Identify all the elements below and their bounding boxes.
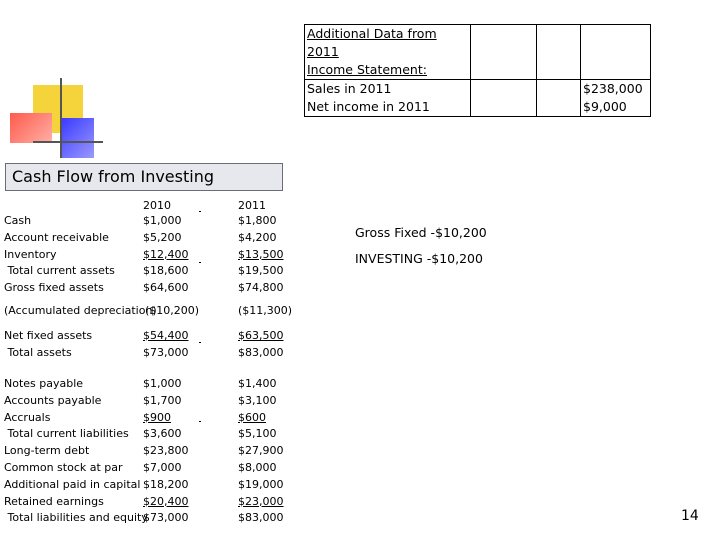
decor-vertical-line [60, 78, 62, 158]
value-2011: $5,100 [238, 427, 277, 441]
value-2010: $1,000 [143, 214, 182, 227]
additional-heading-cell [305, 25, 471, 80]
additional-data-table [304, 24, 651, 117]
page-number: 14 [681, 508, 699, 524]
value-2010: $3,600 [143, 427, 182, 441]
value-2010: $64,600 [143, 281, 189, 295]
row-label: Cash [4, 214, 32, 227]
row-label: Retained earnings [4, 494, 104, 508]
empty-cell [537, 25, 581, 80]
row-label: Gross fixed assets [4, 281, 104, 295]
empty-cell [471, 98, 537, 117]
value-2010: $73,000 [143, 345, 189, 359]
row-label: Accruals [4, 410, 51, 424]
decor-blue-square [62, 118, 94, 158]
value-2011: $83,000 [238, 345, 284, 359]
sales-value: $238,000 [581, 80, 651, 99]
row-label: Inventory [4, 247, 57, 261]
label-column-group3 [4, 376, 148, 527]
accum-dep-2010: ($10,200) [145, 304, 200, 317]
value-2011: $63,500 [238, 329, 284, 342]
row-label: Total current assets [4, 264, 115, 278]
empty-cell [471, 80, 537, 99]
value-2010: $18,200 [143, 477, 189, 491]
table-row [305, 98, 651, 117]
tick-mark [199, 262, 201, 263]
section-title: Cash Flow from Investing [5, 163, 283, 191]
values-2011-group2 [238, 328, 284, 362]
value-2010: $900 [143, 410, 171, 424]
additional-heading-line1: Additional Data from 2011 [307, 26, 437, 59]
value-2011: $23,000 [238, 494, 284, 508]
net-income-value: $9,000 [581, 98, 651, 117]
accum-dep-2011: ($11,300) [238, 304, 293, 317]
net-income-label: Net income in 2011 [305, 98, 471, 117]
empty-cell [471, 25, 537, 80]
value-2010: $5,200 [143, 230, 182, 244]
row-label: Account receivable [4, 230, 109, 244]
accum-dep-label: (Accumulated depreciation) [4, 304, 157, 317]
header-2011: 2011 [238, 199, 266, 212]
row-label: Common stock at par [4, 460, 123, 474]
decor-horizontal-line [33, 141, 103, 143]
tick-mark [199, 342, 201, 343]
value-2011: $600 [238, 410, 266, 424]
value-2011: $27,900 [238, 444, 284, 458]
values-2010-group2 [143, 328, 189, 362]
table-row [305, 80, 651, 99]
value-2010: $73,000 [143, 511, 189, 525]
value-2011: $1,400 [238, 377, 277, 390]
row-label: Notes payable [4, 377, 84, 390]
sales-label: Sales in 2011 [305, 80, 471, 99]
gross-fixed-note: Gross Fixed -$10,200 [355, 225, 487, 240]
values-2011-group1 [238, 213, 284, 297]
row-label: Accounts payable [4, 393, 102, 407]
value-2011: $19,500 [238, 264, 284, 278]
label-column-group1 [4, 213, 115, 297]
value-2010: $23,800 [143, 444, 189, 458]
value-2010: $12,400 [143, 247, 189, 261]
value-2010: $7,000 [143, 460, 182, 474]
table-row [305, 25, 651, 80]
tick-mark [199, 421, 201, 422]
row-label: Total assets [4, 345, 72, 359]
empty-cell [581, 25, 651, 80]
values-2010-group1 [143, 213, 189, 297]
value-2010: $54,400 [143, 329, 189, 342]
value-2010: $1,700 [143, 393, 182, 407]
value-2011: $3,100 [238, 393, 277, 407]
value-2011: $19,000 [238, 477, 284, 491]
additional-heading-line2: Income Statement: [307, 62, 427, 77]
value-2011: $4,200 [238, 230, 277, 244]
row-label: Long-term debt [4, 444, 90, 458]
value-2011: $13,500 [238, 247, 284, 261]
value-2010: $20,400 [143, 494, 189, 508]
value-2011: $1,800 [238, 214, 277, 227]
value-2010: $18,600 [143, 264, 189, 278]
value-2010: $1,000 [143, 377, 182, 390]
value-2011: $74,800 [238, 281, 284, 295]
empty-cell [537, 80, 581, 99]
investing-note: INVESTING -$10,200 [355, 251, 483, 266]
values-2011-group3 [238, 376, 284, 527]
value-2011: $8,000 [238, 460, 277, 474]
decor-red-square [10, 113, 52, 143]
values-2010-group3 [143, 376, 189, 527]
empty-cell [537, 98, 581, 117]
value-2011: $83,000 [238, 511, 284, 525]
header-2010: 2010 [143, 199, 171, 212]
row-label: Total liabilities and equity [4, 511, 148, 525]
tick-mark [199, 211, 201, 212]
row-label: Additional paid in capital [4, 477, 141, 491]
row-label: Total current liabilities [4, 427, 129, 441]
row-label: Net fixed assets [4, 329, 93, 342]
label-column-group2 [4, 328, 92, 362]
